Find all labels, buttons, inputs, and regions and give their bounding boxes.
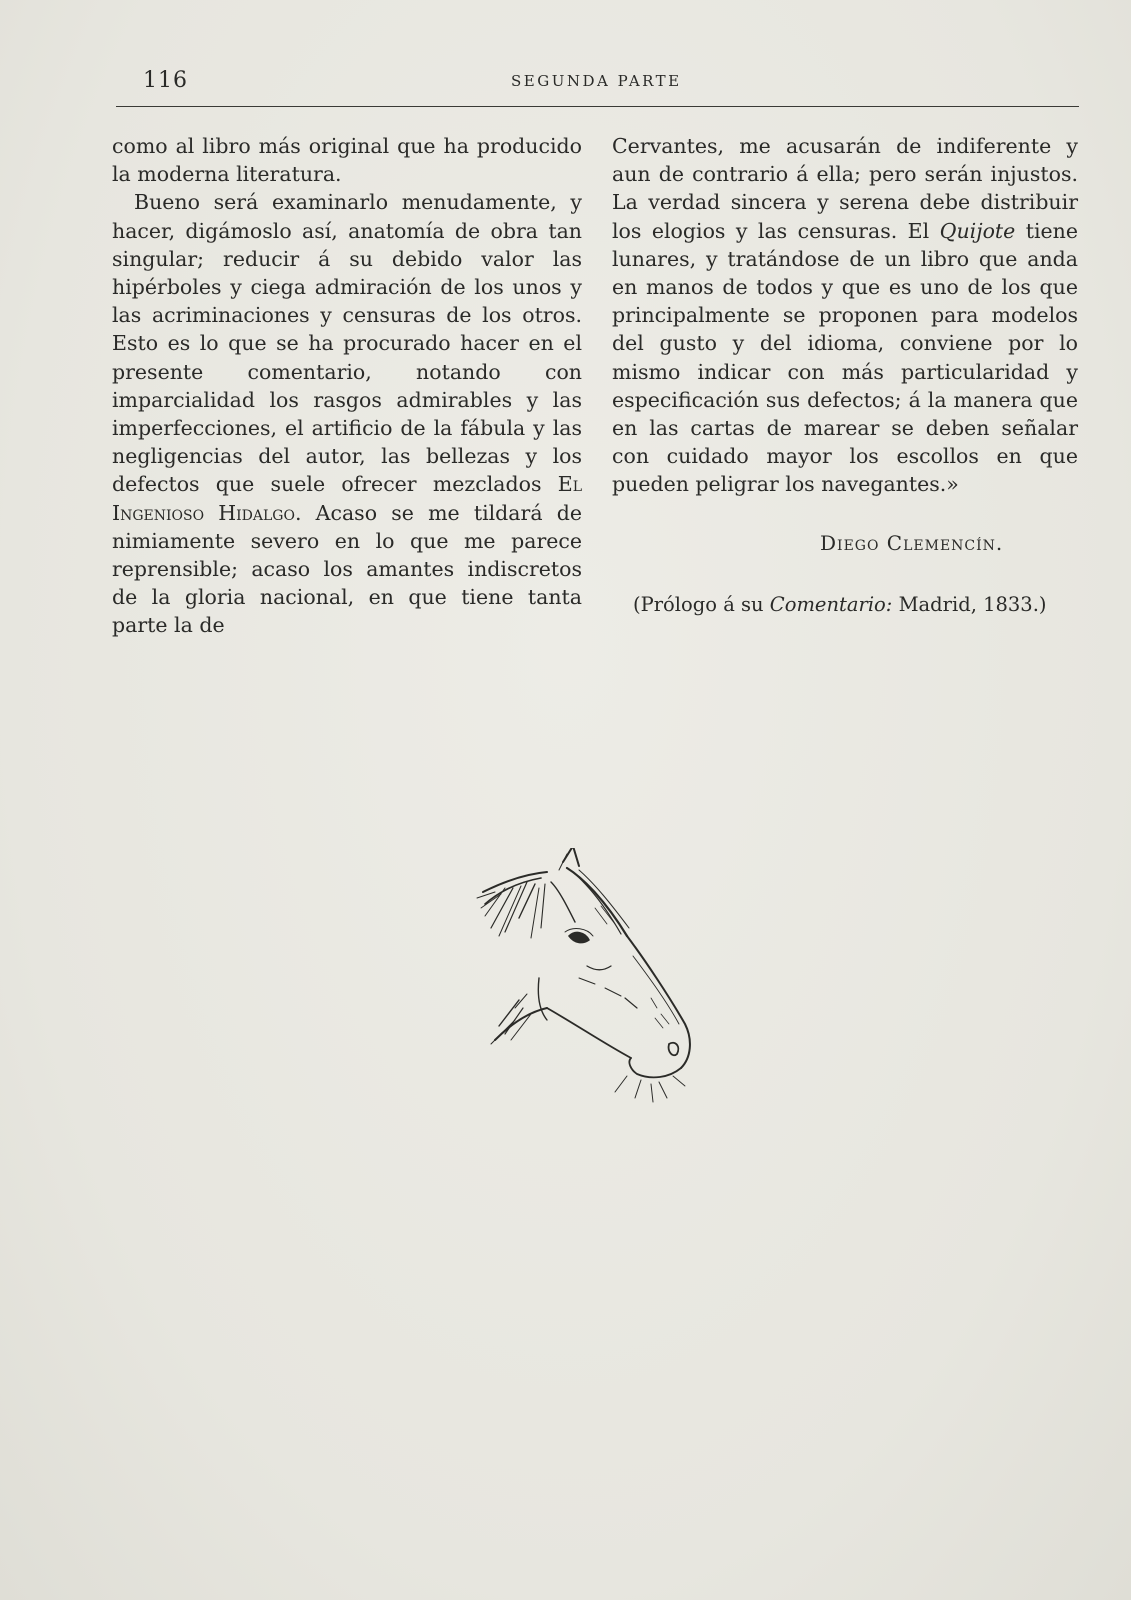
source-citation	[633, 593, 1047, 616]
paragraph-2-start: Bueno será examinarlo menudamente, y hacer, digámoslo así, anatomía de obra tan singular; reducir á su debido valor las hipérboles y ciega admiración de los unos y las acriminaciones y censuras de los otros. Esto es lo que se ha procurado hacer en el presente comentario, notando con imparcialidad los rasgos admirables y las imperfecciones, el artificio de la fábula y las negligencias del autor, las bellezas y los defectos que suele ofrecer mezclados	[112, 190, 582, 497]
author-signature: Diego Clemencín.	[820, 531, 1004, 555]
citation-prefix: (Prólogo á su	[633, 593, 770, 616]
paragraph-1: como al libro más original que ha producido la moderna literatura.	[112, 134, 582, 187]
paragraph-3-end: tiene lunares, y tratándose de un libro que anda en manos de todos y que es uno de los que principalmente se proponen para modelos del gusto y del idioma, conviene por lo mismo indicar con más particularidad y especificación sus defectos; á la manera que en las cartas de marear se deben señalar con cuidado mayor los escollos en que pueden peligrar los navegantes.»	[612, 218, 1079, 497]
section-title: SEGUNDA PARTE	[511, 72, 682, 90]
horse-head-illustration	[455, 848, 725, 1118]
book-title: El Ingenioso Hidalgo	[112, 472, 582, 525]
quijote-title: Quijote	[939, 218, 1016, 243]
paragraph-2-end: . Acaso se me tildará de nimiamente severo en lo que me parece reprensible; acaso los amantes indiscretos de la gloria nacional, en que tiene tanta parte la de	[112, 500, 582, 638]
paragraph-2	[112, 188, 582, 639]
right-column	[612, 132, 1078, 499]
paragraph-3	[612, 132, 1078, 499]
header-rule	[116, 106, 1079, 107]
citation-work: Comentario:	[769, 593, 893, 616]
page-number: 116	[143, 68, 188, 93]
left-column	[112, 132, 582, 640]
running-head	[143, 68, 1083, 98]
citation-suffix: Madrid, 1833.)	[892, 593, 1047, 616]
paragraph-3-start: Cervantes, me acusarán de indiferente y aun de contrario á ella; pero serán injustos. La verdad sincera y serena debe distribuir los elogios y las censuras. El	[612, 134, 1078, 243]
